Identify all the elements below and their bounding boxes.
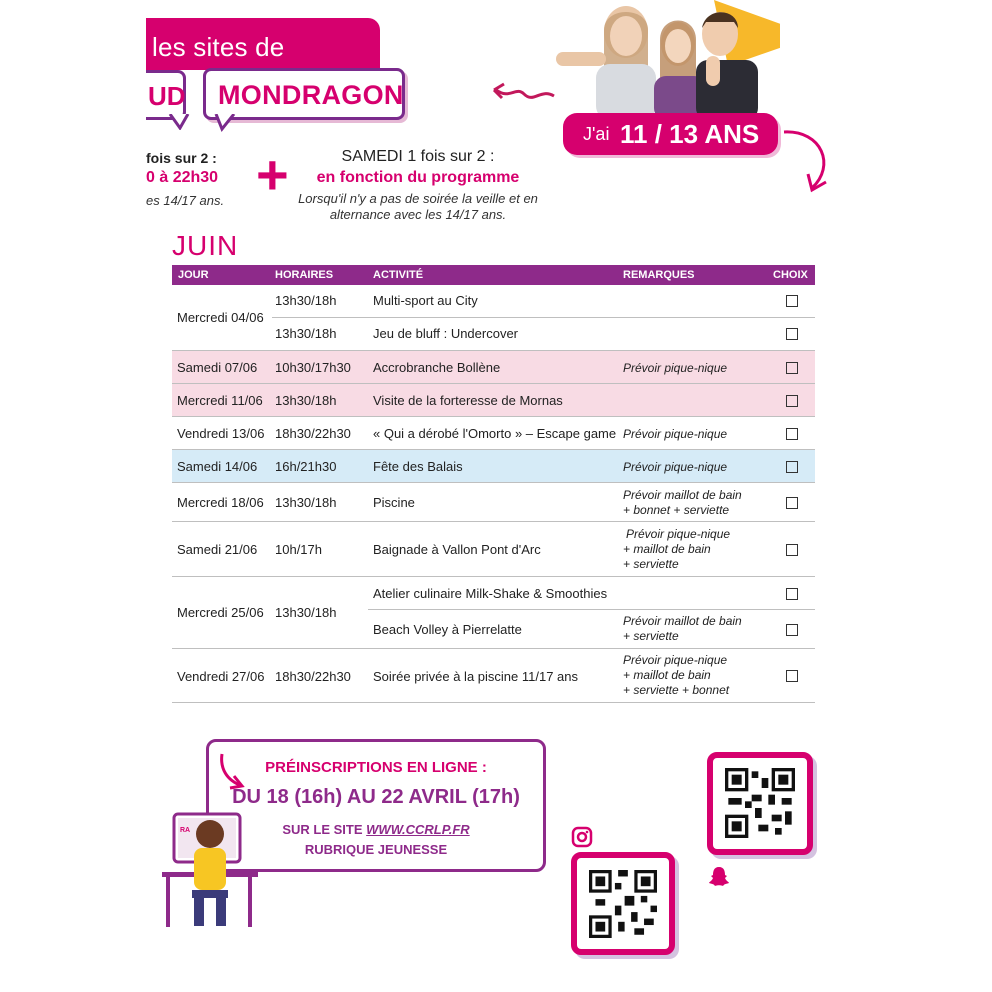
- row-remarks: [623, 527, 730, 572]
- row-remarks: [623, 488, 742, 518]
- squiggle-arrow-icon: [490, 76, 556, 106]
- left-schedule-line1: fois sur 2 :: [146, 150, 217, 166]
- row-remarks: [623, 653, 729, 698]
- plus-sign: +: [256, 143, 289, 206]
- row-activity: Jeu de bluff : Undercover: [373, 326, 519, 341]
- table-row: [172, 483, 815, 522]
- choice-checkbox[interactable]: [786, 624, 798, 636]
- site-prefix: SUR LE SITE: [282, 822, 363, 837]
- choice-checkbox[interactable]: [786, 461, 798, 473]
- kid-at-computer-illustration: [160, 812, 260, 930]
- age-range: 11 / 13 ANS: [620, 119, 760, 149]
- svg-text:RA: RA: [180, 827, 191, 834]
- remark-line: + maillot de bain: [623, 542, 711, 556]
- preinscription-dates: DU 18 (16h) AU 22 AVRIL (17h): [232, 786, 520, 808]
- choice-checkbox[interactable]: [786, 395, 798, 407]
- row-day: Vendredi 13/06: [177, 426, 265, 441]
- choice-checkbox[interactable]: [786, 670, 798, 682]
- row-time: 18h30/22h30: [275, 669, 351, 684]
- row-day: Samedi 21/06: [177, 542, 258, 557]
- remark-line: + serviette: [623, 557, 679, 571]
- remark-line: Prévoir pique-nique: [623, 653, 728, 667]
- site-left-bubble-tail: [168, 114, 192, 130]
- header-activite: ACTIVITÉ: [373, 269, 424, 281]
- samedi-schedule: [290, 148, 546, 223]
- row-day: Mercredi 25/06: [177, 605, 264, 620]
- table-header: [172, 265, 815, 285]
- choice-checkbox[interactable]: [786, 428, 798, 440]
- row-activity: Fête des Balais: [373, 459, 463, 474]
- header-horaires: HORAIRES: [275, 269, 334, 281]
- choice-checkbox[interactable]: [786, 544, 798, 556]
- row-day: Samedi 07/06: [177, 360, 258, 375]
- remark-line: + bonnet + serviette: [623, 503, 730, 517]
- site-mondragon-bubble: [203, 68, 405, 120]
- qr-code-icon[interactable]: [589, 870, 657, 938]
- site-mondragon-bubble-tail: [214, 114, 238, 132]
- row-time: 13h30/18h: [275, 605, 337, 620]
- row-activity: Atelier culinaire Milk-Shake & Smoothies: [373, 586, 608, 601]
- choice-checkbox[interactable]: [786, 328, 798, 340]
- sites-banner: [146, 18, 380, 70]
- samedi-rule: en fonction du programme: [316, 169, 520, 186]
- choice-checkbox[interactable]: [786, 295, 798, 307]
- row-time: 16h/21h30: [275, 459, 337, 474]
- choice-checkbox[interactable]: [786, 588, 798, 600]
- qr-code-icon[interactable]: [725, 768, 795, 838]
- table-row: [172, 577, 815, 649]
- remark-line: Prévoir pique-nique: [626, 527, 731, 541]
- row-remarks: Prévoir pique-nique: [623, 427, 728, 441]
- remark-line: Prévoir maillot de bain: [623, 614, 742, 628]
- row-activity: Soirée privée à la piscine 11/17 ans: [373, 669, 578, 684]
- site-link[interactable]: WWW.CCRLP.FR: [366, 822, 470, 837]
- qr-code-snapchat-box[interactable]: [707, 752, 813, 855]
- row-time: 13h30/18h: [275, 293, 337, 308]
- month-title: JUIN: [172, 230, 239, 261]
- choice-checkbox[interactable]: [786, 497, 798, 509]
- row-activity: Baignade à Vallon Pont d'Arc: [373, 542, 541, 557]
- row-time: 13h30/18h: [275, 495, 337, 510]
- row-remarks: Prévoir pique-nique: [623, 361, 728, 375]
- samedi-freq: 1 fois sur 2 :: [407, 148, 495, 165]
- table-row: [172, 417, 815, 450]
- site-left-label: UD: [148, 81, 186, 111]
- row-time: 18h30/22h30: [275, 426, 351, 441]
- row-activity: Accrobranche Bollène: [373, 360, 501, 375]
- down-arrow-icon: [216, 752, 250, 792]
- remark-line: + maillot de bain: [623, 668, 711, 682]
- header-remarques: REMARQUES: [623, 269, 695, 281]
- remark-line: + serviette: [623, 629, 679, 643]
- row-remarks: [623, 614, 742, 644]
- left-schedule-line2: 0 à 22h30: [146, 169, 219, 186]
- left-schedule-line3: es 14/17 ans.: [146, 193, 225, 208]
- table-row: [172, 351, 815, 384]
- teens-photo: [556, 0, 780, 120]
- samedi-title: [290, 148, 546, 166]
- header-choix: CHOIX: [773, 269, 808, 281]
- row-time: 13h30/18h: [275, 326, 337, 341]
- row-time: 10h30/17h30: [275, 360, 351, 375]
- samedi-note-line1: Lorsqu'il n'y a pas de soirée la veille et en: [298, 191, 538, 206]
- age-badge: [563, 113, 778, 155]
- table-row: [172, 450, 815, 483]
- remark-line: Prévoir maillot de bain: [623, 488, 742, 502]
- row-activity: Beach Volley à Pierrelatte: [373, 622, 522, 637]
- remark-line: + serviette + bonnet: [623, 683, 730, 697]
- preinscription-title: PRÉINSCRIPTIONS EN LIGNE :: [265, 759, 487, 776]
- instagram-icon[interactable]: [571, 826, 593, 848]
- site-left-bubble: [146, 70, 186, 120]
- activities-table: [172, 265, 815, 703]
- samedi-note: [290, 191, 546, 223]
- header-jour: JOUR: [178, 269, 209, 281]
- table-row: [172, 649, 815, 703]
- row-day: Mercredi 18/06: [177, 495, 264, 510]
- row-activity: Multi-sport au City: [373, 293, 478, 308]
- table-row: [172, 522, 815, 577]
- curved-arrow-icon: [778, 126, 838, 196]
- row-day: Mercredi 11/06: [177, 393, 263, 408]
- row-day: Vendredi 27/06: [177, 669, 265, 684]
- snapchat-icon[interactable]: [706, 864, 732, 890]
- table-row: [172, 384, 815, 417]
- row-activity: « Qui a dérobé l'Omorto » – Escape game: [373, 426, 617, 441]
- row-divider: [368, 609, 815, 610]
- site-mondragon-label: MONDRAGON: [218, 80, 404, 110]
- qr-code-instagram-box[interactable]: [571, 852, 675, 955]
- samedi-note-line2: alternance avec les 14/17 ans.: [329, 207, 507, 222]
- row-divider: [272, 317, 815, 318]
- preinscription-rubrique: RUBRIQUE JEUNESSE: [304, 842, 448, 857]
- row-time: 10h/17h: [275, 542, 322, 557]
- table-row: [172, 285, 815, 351]
- samedi-day: SAMEDI: [341, 148, 403, 165]
- row-remarks: Prévoir pique-nique: [623, 460, 728, 474]
- choice-checkbox[interactable]: [786, 362, 798, 374]
- age-prefix: J'ai: [583, 124, 610, 144]
- sites-label: les sites de: [152, 32, 285, 62]
- row-activity: Piscine: [373, 495, 415, 510]
- row-time: 13h30/18h: [275, 393, 337, 408]
- row-day: Mercredi 04/06: [177, 310, 264, 325]
- row-day: Samedi 14/06: [177, 459, 258, 474]
- row-activity: Visite de la forteresse de Mornas: [373, 393, 563, 408]
